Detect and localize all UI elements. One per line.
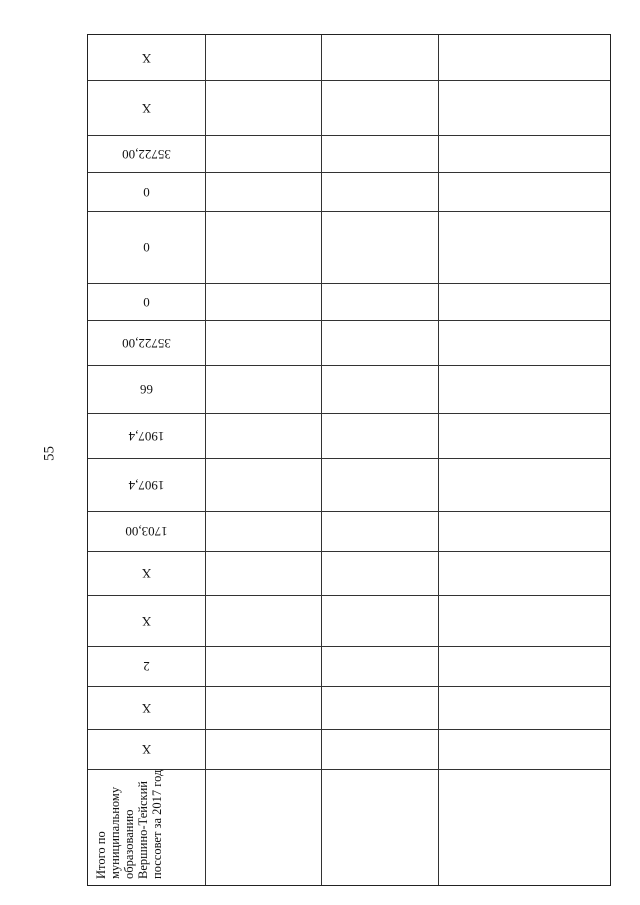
row-label-line: поссовет за 2017 год [150, 769, 164, 879]
cell-value: 2 [143, 659, 150, 675]
cell-value: Х [141, 50, 152, 66]
cell-value: 0 [143, 184, 150, 200]
row-label-line: Итого по [94, 831, 108, 879]
data-table [87, 34, 611, 886]
cell-value: 1907,4 [128, 477, 165, 493]
table-cell [88, 646, 205, 686]
cell-value: 35722,00 [122, 335, 171, 351]
row-label-line: Вершино-Тейский [136, 781, 150, 879]
cell-value: 0 [143, 294, 150, 310]
table-cell [88, 211, 205, 283]
table-cell [88, 365, 205, 413]
table-cell [88, 320, 205, 365]
table-cell [88, 551, 205, 595]
cell-value: 66 [140, 382, 153, 398]
page-number: 55 [41, 446, 58, 461]
table-cell [88, 686, 205, 729]
table-cell [88, 283, 205, 320]
cell-value: 35722,00 [122, 146, 171, 162]
cell-value: Х [141, 742, 152, 758]
table-cell [88, 80, 205, 135]
table-cell [88, 35, 205, 80]
cell-value: Х [141, 700, 152, 716]
cell-value: Х [141, 100, 152, 116]
cell-value: Х [141, 566, 152, 582]
table-cell [88, 413, 205, 458]
table-cell [88, 135, 205, 172]
column-divider [438, 35, 439, 885]
column-divider [205, 35, 206, 885]
table-cell [88, 511, 205, 551]
cell-value: 0 [143, 240, 150, 256]
cell-value: Х [141, 613, 152, 629]
row-label-line: муниципальному [108, 786, 122, 879]
cell-value: 1703,00 [125, 524, 168, 540]
row-label-line: образованию [122, 809, 136, 879]
table-cell [88, 172, 205, 211]
row-label [94, 770, 164, 879]
column-divider [321, 35, 322, 885]
table-cell [88, 458, 205, 511]
table-cell [88, 729, 205, 769]
cell-value: 1907,4 [128, 428, 165, 444]
table-cell [88, 595, 205, 646]
row-divider [88, 769, 610, 770]
